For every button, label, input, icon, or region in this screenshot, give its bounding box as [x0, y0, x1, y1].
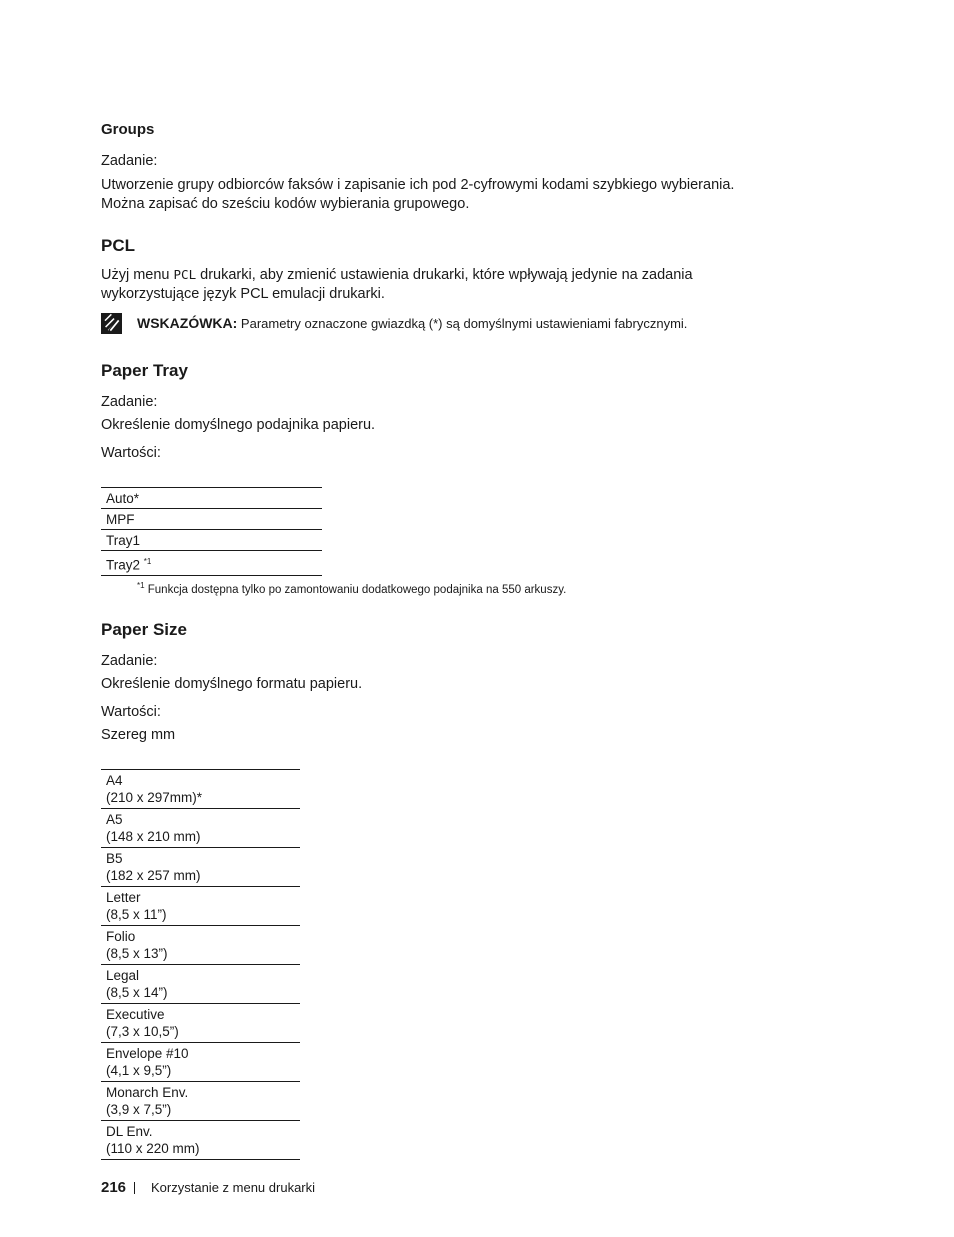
groups-task-label: Zadanie:: [101, 153, 158, 169]
footer-divider: [134, 1182, 135, 1194]
groups-task-text: [101, 176, 841, 214]
size-name: Folio: [106, 929, 136, 944]
table-cell: [101, 887, 300, 926]
table-row: [101, 770, 300, 809]
paper-size-values-table: [101, 769, 300, 1160]
table-row: [101, 848, 300, 887]
table-cell: [101, 1004, 300, 1043]
size-dims: (3,9 x 7,5”): [106, 1102, 172, 1117]
footnote-text: Funkcja dostępna tylko po zamontowaniu dodatkowego podajnika na 550 arkuszy.: [144, 583, 567, 596]
paper-tray-values-table: [101, 487, 322, 576]
size-dims: (8,5 x 11”): [106, 907, 167, 922]
paper-tray-heading: Paper Tray: [101, 361, 188, 380]
paper-size-values-label: Wartości:: [101, 704, 161, 720]
size-name: B5: [106, 851, 123, 866]
pcl-heading: PCL: [101, 236, 135, 255]
tray2-label: Tray2: [106, 557, 141, 573]
size-dims: (8,5 x 14”): [106, 985, 168, 1000]
paper-size-heading: Paper Size: [101, 620, 187, 639]
table-row: [101, 488, 322, 509]
table-cell: Tray1: [101, 530, 322, 551]
pcl-menu-code: PCL: [173, 267, 197, 282]
table-cell: [101, 848, 300, 887]
note-label: WSKAZÓWKA:: [137, 315, 238, 331]
size-dims: (4,1 x 9,5”): [106, 1063, 172, 1078]
table-row: [101, 887, 300, 926]
size-name: A4: [106, 773, 123, 788]
size-name: Legal: [106, 968, 140, 983]
paper-tray-values-label: Wartości:: [101, 445, 161, 461]
page-number: 216: [101, 1179, 127, 1196]
paper-size-series-label: Szereg mm: [101, 727, 176, 743]
size-name: DL Env.: [106, 1124, 153, 1139]
table-cell: Auto*: [101, 488, 322, 509]
table-cell: [101, 809, 300, 848]
table-cell: [101, 1043, 300, 1082]
tray2-footnote-ref: *1: [143, 557, 152, 566]
footer-section-title: Korzystanie z menu drukarki: [151, 1180, 316, 1195]
size-name: Letter: [106, 890, 141, 905]
table-row: [101, 1082, 300, 1121]
paper-size-task-text: Określenie domyślnego formatu papieru.: [101, 676, 363, 692]
size-dims: (8,5 x 13”): [106, 946, 168, 961]
groups-task-line1: Utworzenie grupy odbiorców faksów i zapisanie ich pod 2-cyfrowymi kodami szybkiego wybierania.: [101, 177, 735, 193]
table-row: [101, 965, 300, 1004]
table-cell: [101, 770, 300, 809]
note-text: [137, 315, 687, 331]
size-dims: (210 x 297mm)*: [106, 790, 203, 805]
size-dims: (182 x 257 mm): [106, 868, 201, 883]
table-cell: [101, 551, 322, 576]
table-row: [101, 530, 322, 551]
table-row: [101, 926, 300, 965]
table-cell: [101, 965, 300, 1004]
table-row: [101, 1043, 300, 1082]
paper-size-task-label: Zadanie:: [101, 653, 158, 669]
size-dims: (110 x 220 mm): [106, 1141, 200, 1156]
paper-tray-footnote: [137, 581, 566, 596]
table-cell: [101, 1121, 300, 1160]
pcl-intro: [101, 265, 841, 304]
size-name: A5: [106, 812, 123, 827]
table-cell: [101, 926, 300, 965]
size-dims: (7,3 x 10,5”): [106, 1024, 179, 1039]
groups-task-line2: Można zapisać do sześciu kodów wybierania grupowego.: [101, 196, 470, 212]
note-body: Parametry oznaczone gwiazdką (*) są domyślnymi ustawieniami fabrycznymi.: [237, 316, 688, 331]
table-row: [101, 1004, 300, 1043]
size-name: Envelope #10: [106, 1046, 189, 1061]
table-cell: [101, 1082, 300, 1121]
table-cell: MPF: [101, 509, 322, 530]
size-dims: (148 x 210 mm): [106, 829, 201, 844]
pcl-intro-line2: wykorzystujące język PCL emulacji drukarki.: [101, 286, 385, 302]
pcl-intro-line1: [101, 265, 841, 285]
table-row: [101, 809, 300, 848]
paper-tray-task-label: Zadanie:: [101, 394, 158, 410]
paper-tray-task-text: Określenie domyślnego podajnika papieru.: [101, 417, 376, 433]
footnote-mark: *1: [137, 581, 145, 590]
pcl-intro-pre: Użyj menu: [101, 267, 174, 283]
table-row: [101, 551, 322, 576]
note-pencil-icon: [101, 313, 122, 334]
groups-heading: Groups: [101, 121, 155, 138]
table-row: [101, 509, 322, 530]
size-name: Monarch Env.: [106, 1085, 189, 1100]
table-row: [101, 1121, 300, 1160]
size-name: Executive: [106, 1007, 165, 1022]
pcl-intro-post: drukarki, aby zmienić ustawienia drukarki, które wpływają jedynie na zadania: [196, 267, 693, 283]
